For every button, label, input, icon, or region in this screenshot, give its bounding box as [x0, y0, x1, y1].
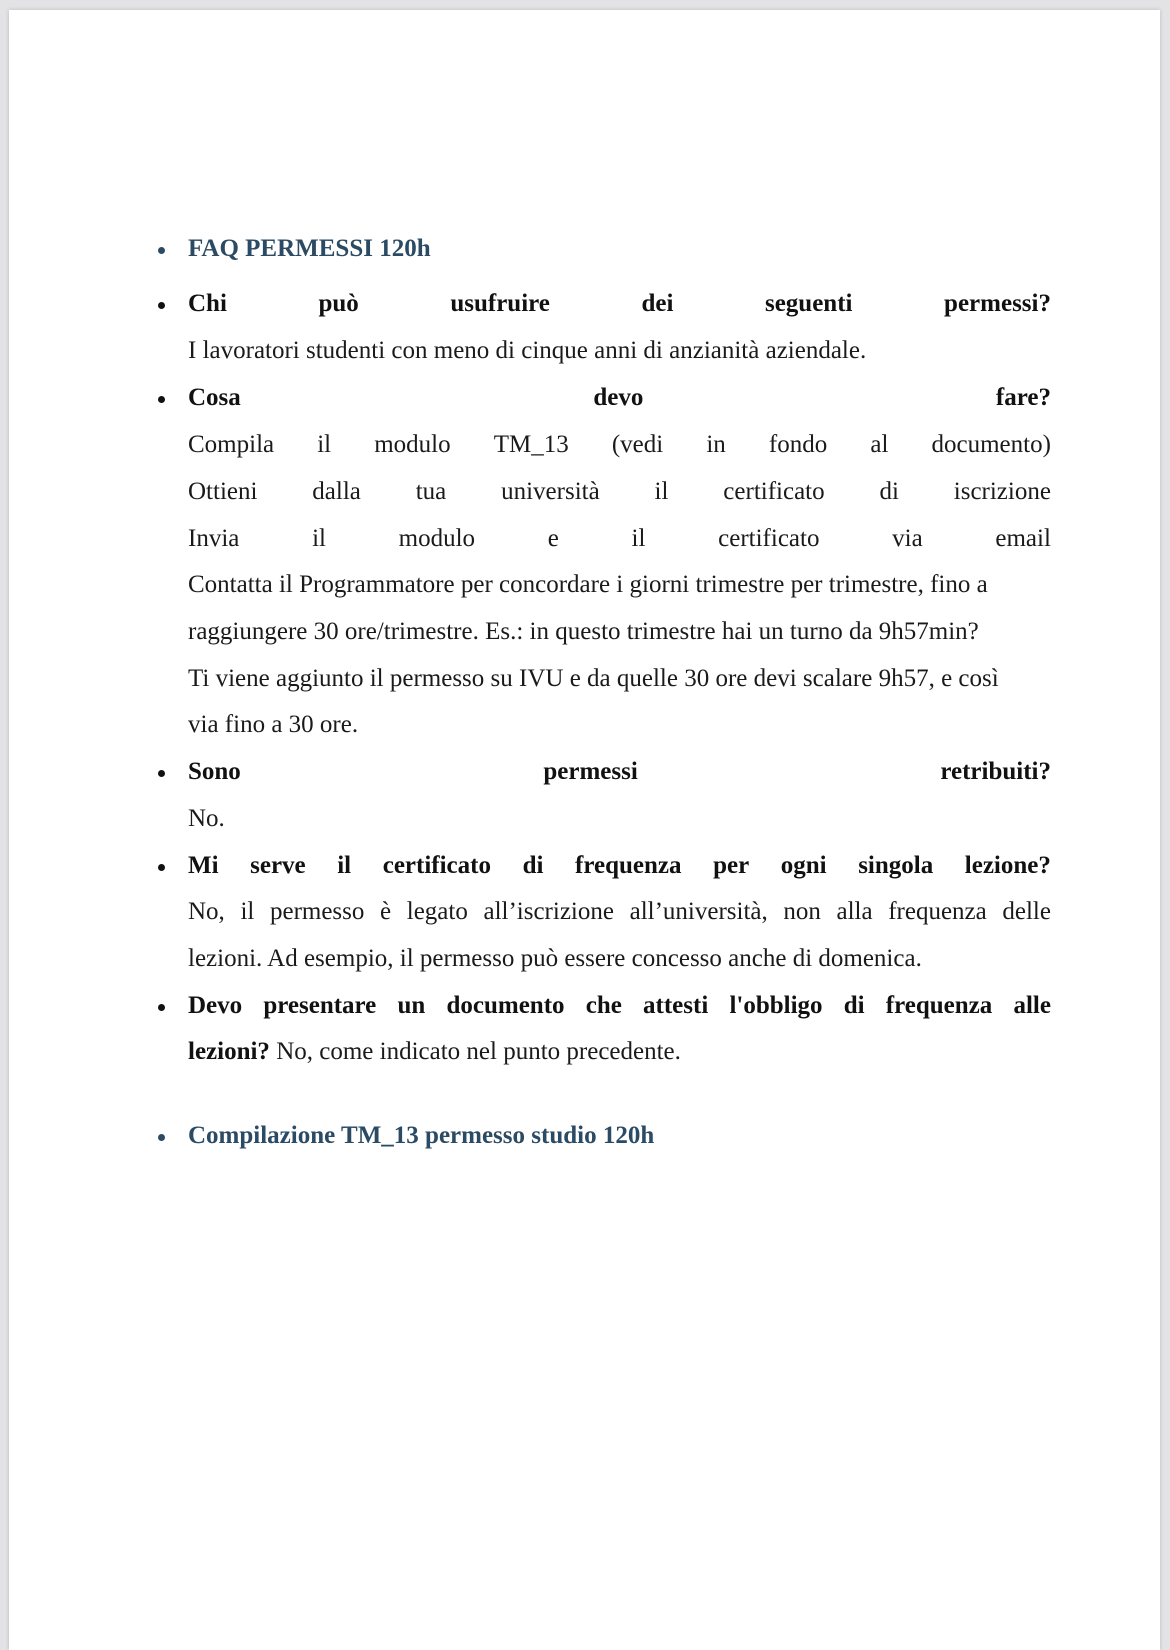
- answer-word: documento): [931, 431, 1051, 458]
- question-word: usufruire: [450, 290, 550, 317]
- answer-word: di: [879, 478, 899, 505]
- question-word: Chi: [188, 290, 227, 317]
- question-word: frequenza: [575, 852, 682, 879]
- answer-word: dalla: [312, 478, 361, 505]
- bullet-icon: [156, 225, 166, 272]
- answer-word: Compila: [188, 431, 275, 458]
- heading-faq-permessi[interactable]: FAQ PERMESSI 120h: [188, 235, 431, 262]
- answer-word: (vedi: [611, 431, 664, 458]
- answer-word: certificato: [718, 525, 820, 552]
- answer-word: il: [631, 525, 646, 552]
- bullet-icon: [156, 374, 166, 421]
- faq-question-1: [188, 280, 1051, 327]
- answer-word: non: [783, 898, 821, 925]
- faq-question-2: [188, 374, 1051, 421]
- question-word: fare?: [995, 384, 1051, 411]
- bullet-icon: [156, 748, 166, 795]
- answer-word: fondo: [768, 431, 828, 458]
- question-word: di: [843, 992, 865, 1019]
- answer-word: Ottieni: [188, 478, 258, 505]
- bullet-icon: [156, 842, 166, 889]
- answer-word: permesso: [269, 898, 365, 925]
- question-word: presentare: [263, 992, 377, 1019]
- answer-word: delle: [1002, 898, 1051, 925]
- answer-word: certificato: [723, 478, 825, 505]
- question-word: un: [397, 992, 426, 1019]
- answer-word: in: [706, 431, 726, 458]
- answer-word: legato: [406, 898, 468, 925]
- question-word: che: [585, 992, 622, 1019]
- faq-answer-2-line: via fino a 30 ore.: [188, 711, 359, 738]
- question-word: per: [713, 852, 750, 879]
- answer-word: No,: [188, 898, 225, 925]
- faq-answer-1-line: I lavoratori studenti con meno di cinque anni di anzianità aziendale.: [188, 337, 867, 364]
- answer-word: e: [547, 525, 559, 552]
- question-word: lezione?: [964, 852, 1051, 879]
- question-word: Cosa: [188, 384, 241, 411]
- question-word: permessi: [543, 758, 638, 785]
- bullet-icon: [156, 1112, 166, 1159]
- question-word: frequenza: [885, 992, 993, 1019]
- answer-word: Invia: [188, 525, 240, 552]
- answer-word: modulo: [398, 525, 476, 552]
- question-word: seguenti: [764, 290, 853, 317]
- question-word: permessi?: [944, 290, 1051, 317]
- question-word: di: [522, 852, 544, 879]
- answer-word: modulo: [374, 431, 451, 458]
- question-word: certificato: [382, 852, 491, 879]
- question-word: Devo: [188, 992, 243, 1019]
- answer-word: università: [501, 478, 600, 505]
- answer-word: è: [380, 898, 392, 925]
- document-page: [9, 10, 1160, 1650]
- question-word: dei: [641, 290, 674, 317]
- answer-word: all’iscrizione: [483, 898, 614, 925]
- faq-answer-4-justified-line: [188, 888, 1051, 935]
- faq-answer-5: No, come indicato nel punto precedente.: [269, 1038, 681, 1065]
- faq-answer-2-line: raggiungere 30 ore/trimestre. Es.: in questo trimestre hai un turno da 9h57min?: [188, 618, 979, 645]
- answer-word: al: [870, 431, 889, 458]
- answer-word: tua: [415, 478, 447, 505]
- question-word: il: [337, 852, 352, 879]
- faq-question-4: [188, 842, 1051, 889]
- answer-word: il: [654, 478, 669, 505]
- faq-answer-2-step-2: [188, 468, 1051, 515]
- faq-answer-2-step-3: [188, 515, 1051, 562]
- answer-word: all’università,: [629, 898, 768, 925]
- question-word: l'obbligo: [729, 992, 823, 1019]
- faq-answer-2-step-1: [188, 421, 1051, 468]
- bullet-icon: [156, 280, 166, 327]
- faq-answer-2-line: Contatta il Programmatore per concordare i giorni trimestre per trimestre, fino a: [188, 571, 988, 598]
- question-word: singola: [858, 852, 934, 879]
- faq-answer-4-line: lezioni. Ad esempio, il permesso può essere concesso anche di domenica.: [188, 945, 922, 972]
- question-word: devo: [593, 384, 644, 411]
- heading-compilazione-tm13[interactable]: Compilazione TM_13 permesso studio 120h: [188, 1122, 655, 1149]
- question-word: retribuiti?: [940, 758, 1051, 785]
- answer-word: alla: [836, 898, 873, 925]
- question-tail: lezioni?: [188, 1038, 270, 1065]
- answer-word: frequenza: [888, 898, 987, 925]
- faq-answer-3-line: No.: [188, 805, 225, 832]
- faq-question-5: [188, 982, 1051, 1029]
- question-word: può: [318, 290, 359, 317]
- answer-word: il: [240, 898, 255, 925]
- question-word: attesti: [643, 992, 709, 1019]
- faq-question-3: [188, 748, 1051, 795]
- faq-question-5-continuation: [188, 1028, 1051, 1075]
- answer-word: il: [312, 525, 326, 552]
- question-word: ogni: [780, 852, 827, 879]
- answer-word: TM_13: [493, 431, 569, 458]
- question-word: Sono: [188, 758, 241, 785]
- question-word: alle: [1013, 992, 1051, 1019]
- answer-word: il: [317, 431, 332, 458]
- answer-word: email: [995, 525, 1051, 552]
- question-word: documento: [446, 992, 565, 1019]
- question-word: Mi: [188, 852, 219, 879]
- bullet-icon: [156, 982, 166, 1029]
- question-word: serve: [250, 852, 306, 879]
- faq-answer-2-line: Ti viene aggiunto il permesso su IVU e da quelle 30 ore devi scalare 9h57, e così: [188, 665, 999, 692]
- answer-word: iscrizione: [953, 478, 1051, 505]
- answer-word: via: [892, 525, 923, 552]
